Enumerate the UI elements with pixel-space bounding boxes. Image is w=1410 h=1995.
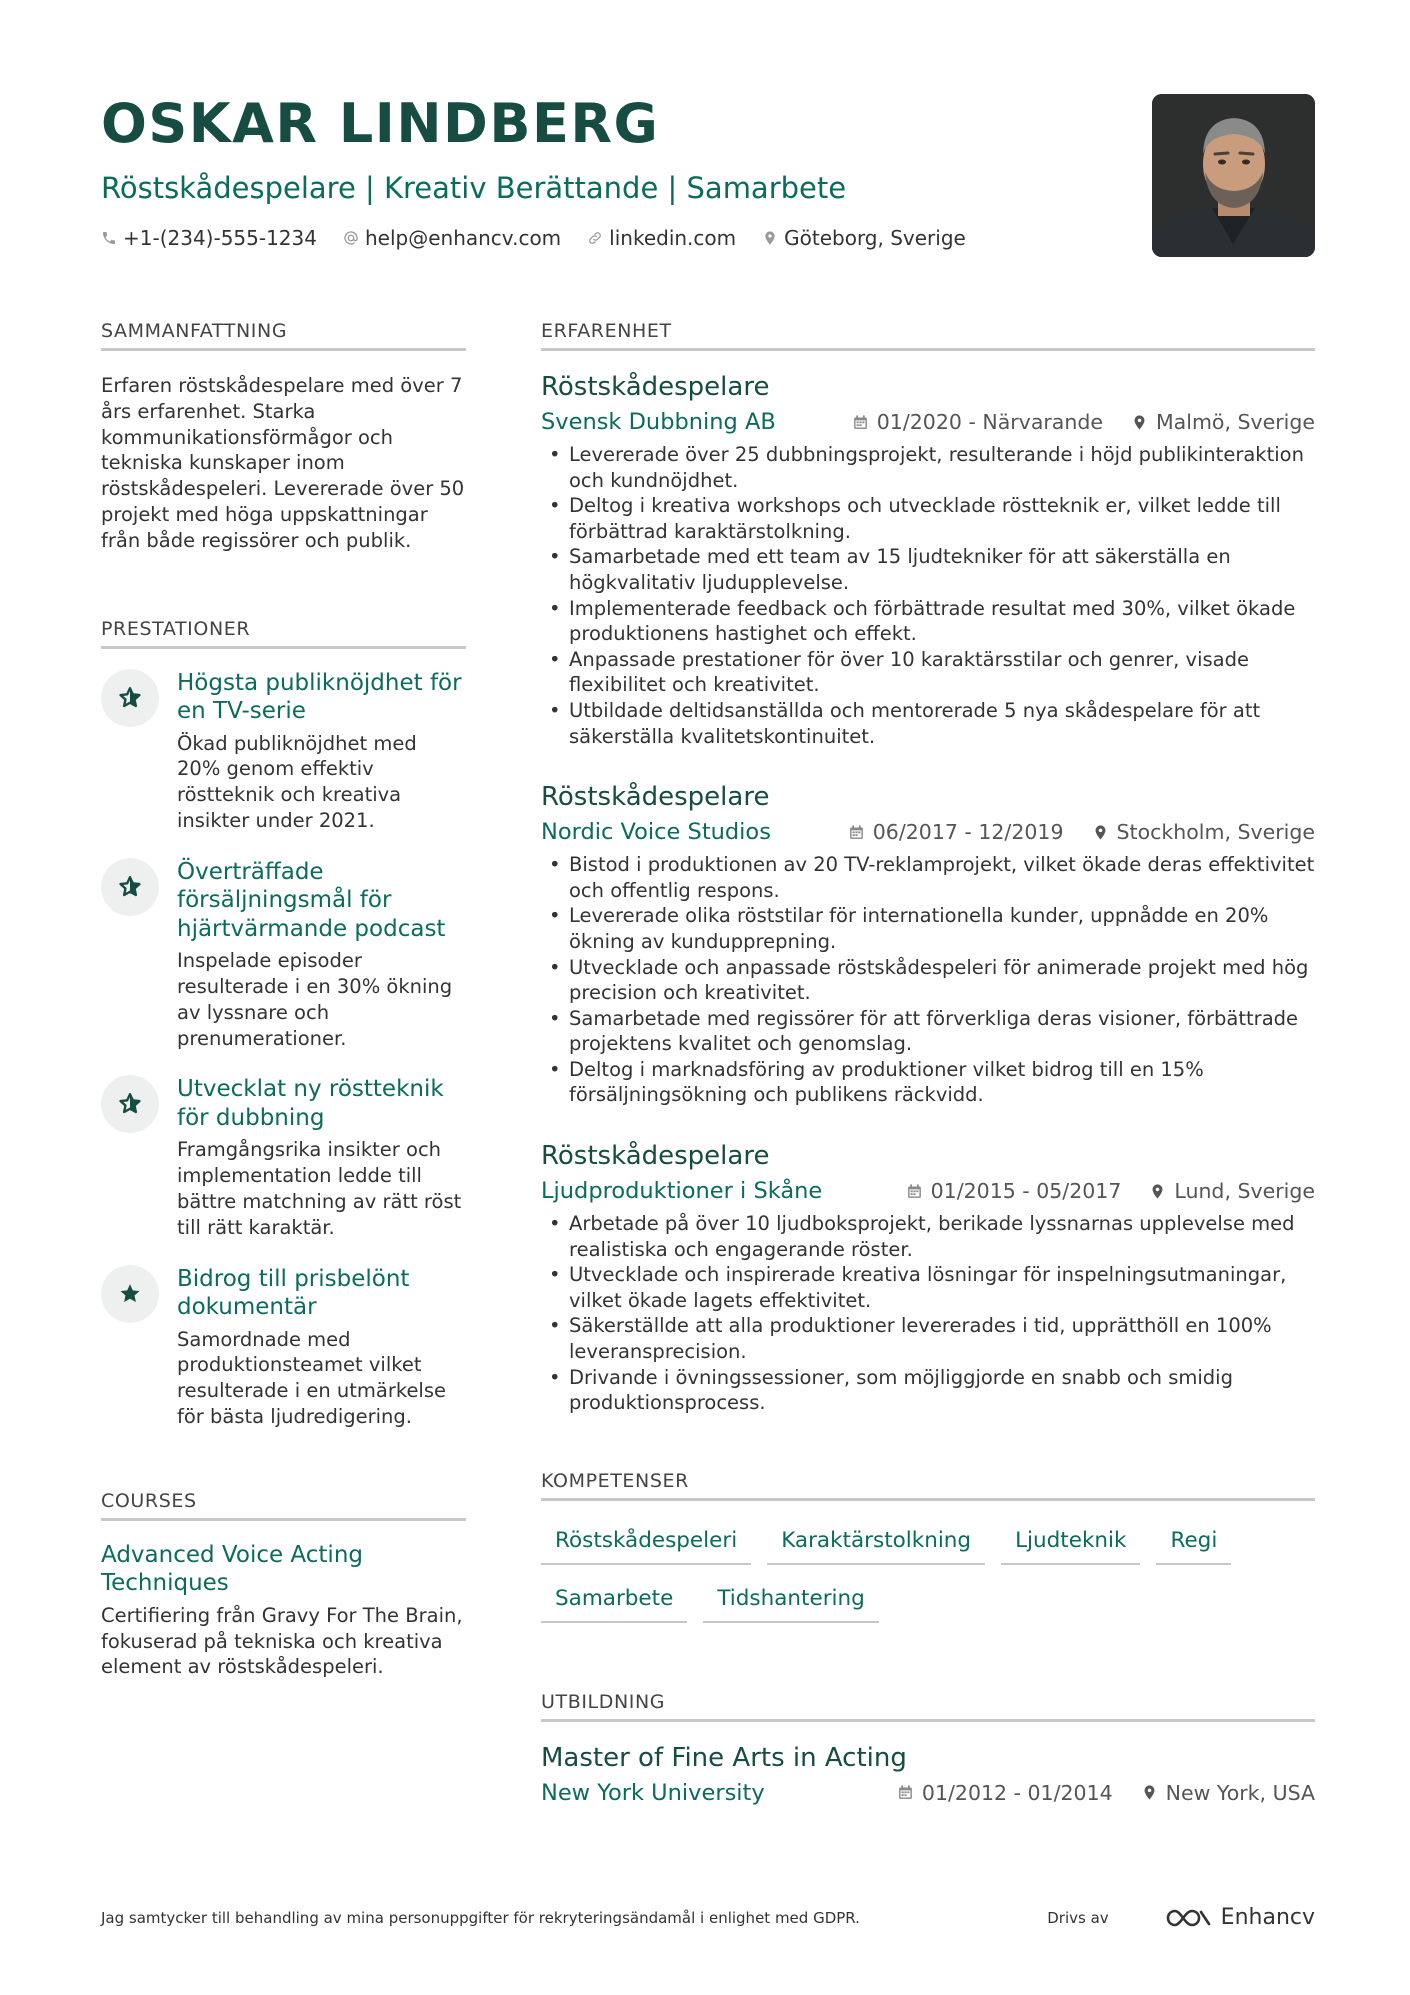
candidate-subtitle: Röstskådespelare | Kreativ Berättande | Samarbete	[101, 171, 847, 205]
star-outline-icon	[117, 874, 143, 900]
gdpr-consent-text: Jag samtycker till behandling av mina personuppgifter för rekryteringsändamål i enlighet med GDPR.	[101, 1908, 860, 1927]
star-filled-icon	[117, 1281, 143, 1307]
education-school: New York University	[541, 1779, 765, 1806]
job-location: Lund, Sverige	[1174, 1179, 1315, 1204]
location-pin-icon	[1131, 414, 1148, 431]
job-company: Svensk Dubbning AB	[541, 409, 776, 435]
job-dates: 01/2020 - Närvarande	[876, 410, 1103, 434]
achievement-desc: Samordnade med produktionsteamet vilket resulterade i en utmärkelse för bästa ljudredigering.	[177, 1327, 447, 1429]
at-icon	[343, 230, 359, 246]
job-bullet: • Utbildade deltidsanställda och mentorerade 5 nya skådespelare för att säkerställa kvalitetskontinuitet.	[541, 698, 1315, 749]
achievement-item	[101, 1075, 466, 1240]
job-bullets	[541, 442, 1315, 749]
achievement-desc: Inspelade episoder resulterade i en 30% ökning av lyssnare och prenumerationer.	[177, 949, 453, 1050]
star-outline-icon	[117, 1091, 143, 1117]
job-title: Röstskådespelare	[541, 1141, 770, 1172]
job-location: Malmö, Sverige	[1156, 410, 1315, 434]
right-column	[541, 320, 1315, 1807]
achievement-title: Högsta publiknöjdhet för en TV-serie	[177, 669, 462, 725]
enhancv-logo-icon	[1165, 1906, 1211, 1930]
contact-location	[762, 224, 966, 252]
calendar-icon	[906, 1183, 923, 1200]
job-bullet: • Bistod i produktionen av 20 TV-reklamprojekt, vilket ökade deras effektivitet och offentlig respons.	[541, 852, 1315, 903]
contact-linkedin[interactable]	[587, 224, 736, 252]
job-bullets	[541, 852, 1315, 1108]
education-section-title: UTBILDNING	[541, 1691, 1315, 1722]
education-degree: Master of Fine Arts in Acting	[541, 1742, 907, 1773]
page-footer	[101, 1905, 1315, 1930]
job-bullet: • Utvecklade och inspirerade kreativa lösningar för inspelningsutmaningar, vilket ökade lagets effektivitet.	[541, 1262, 1315, 1313]
left-column	[101, 320, 466, 1680]
location-pin-icon	[1092, 824, 1109, 841]
achievement-desc: Framgångsrika insikter och implementation ledde till bättre matchning av rätt röst till rätt karaktär.	[177, 1138, 462, 1239]
experience-section-title: ERFARENHET	[541, 320, 1315, 351]
avatar	[1152, 94, 1315, 257]
skill-tag: Regi	[1156, 1521, 1231, 1565]
achievement-item	[101, 669, 466, 834]
achievement-title: Bidrog till prisbelönt dokumentär	[177, 1265, 410, 1321]
achievement-title: Utvecklat ny röstteknik för dubbning	[177, 1076, 444, 1131]
job-bullet: • Deltog i kreativa workshops och utvecklade röstteknik er, vilket ledde till förbättrad karaktärstolkning.	[541, 493, 1315, 544]
courses-section-title: COURSES	[101, 1490, 466, 1521]
resume-header	[101, 92, 1161, 252]
calendar-icon	[897, 1784, 914, 1801]
job-company: Ljudproduktioner i Skåne	[541, 1178, 823, 1205]
job-entry	[541, 781, 1315, 1108]
job-entry	[541, 1140, 1315, 1416]
education-location: New York, USA	[1165, 1780, 1315, 1805]
brand-name: Enhancv	[1220, 1905, 1315, 1930]
candidate-name: OSKAR LINDBERG	[101, 92, 660, 155]
star-outline-icon	[117, 685, 143, 711]
job-company: Nordic Voice Studios	[541, 819, 771, 846]
job-bullet: • Arbetade på över 10 ljudboksprojekt, berikade lyssnarnas upplevelse med realistiska och engagerande röster.	[541, 1211, 1315, 1262]
job-title: Röstskådespelare	[541, 782, 770, 813]
contact-row	[101, 224, 1161, 252]
contact-location-text: Göteborg, Sverige	[784, 226, 966, 250]
contact-email-text: help@enhancv.com	[364, 226, 562, 250]
contact-linkedin-text: linkedin.com	[609, 226, 737, 250]
contact-phone[interactable]	[101, 224, 317, 252]
skills-list	[541, 1521, 1315, 1623]
summary-text: Erfaren röstskådespelare med över 7 års erfarenhet. Starka kommunikationsförmågor och tekniska kunskaper inom röstskådespeleri. Levererade över 50 projekt med höga uppskattningar från både regissörer och publik.	[101, 374, 465, 552]
phone-icon	[101, 230, 117, 246]
summary-section-title: SAMMANFATTNING	[101, 320, 466, 351]
job-bullet: • Utvecklade och anpassade röstskådespeleri för animerade projekt med hög precision och kreativitet.	[541, 955, 1315, 1006]
calendar-icon	[852, 414, 869, 431]
skill-tag: Tidshantering	[703, 1579, 878, 1623]
link-icon	[587, 230, 603, 246]
contact-email[interactable]	[343, 224, 561, 252]
job-location: Stockholm, Sverige	[1116, 820, 1315, 845]
job-bullets	[541, 1211, 1315, 1416]
job-bullet: • Deltog i marknadsföring av produktioner vilket bidrog till en 15% försäljningsökning och publikens räckvidd.	[541, 1057, 1315, 1108]
skill-tag: Röstskådespeleri	[541, 1521, 751, 1565]
achievement-desc: Ökad publiknöjdhet med 20% genom effektiv röstteknik och kreativa insikter under 2021.	[177, 731, 417, 832]
job-bullet: • Samarbetade med ett team av 15 ljudtekniker för att säkerställa en högkvalitativ ljudupplevelse.	[541, 544, 1315, 595]
skill-tag: Samarbete	[541, 1579, 687, 1623]
course-desc: Certifiering från Gravy For The Brain, fokuserad på tekniska och kreativa element av röstskådespeleri.	[101, 1603, 463, 1679]
achievements-list	[101, 669, 466, 1430]
brand-logo[interactable]	[1165, 1905, 1315, 1930]
job-title: Röstskådespelare	[541, 372, 770, 402]
job-bullet: • Implementerade feedback och förbättrade resultat med 30%, vilket ökade produktionens hastighet och effekt.	[541, 596, 1315, 647]
location-pin-icon	[1149, 1183, 1166, 1200]
course-title: Advanced Voice Acting Techniques	[101, 1541, 363, 1597]
skill-tag: Karaktärstolkning	[767, 1521, 985, 1565]
job-bullet: • Anpassade prestationer för över 10 karaktärsstilar och genrer, visade flexibilitet och kreativitet.	[541, 647, 1315, 698]
skills-section-title: KOMPETENSER	[541, 1470, 1315, 1501]
powered-by-label: Drivs av	[1047, 1908, 1109, 1927]
achievement-title: Överträffade försäljningsmål för hjärtvärmande podcast	[177, 858, 446, 942]
job-entry	[541, 371, 1315, 749]
profile-photo	[1152, 94, 1315, 257]
location-pin-icon	[762, 230, 778, 246]
job-dates: 01/2015 - 05/2017	[930, 1179, 1122, 1204]
achievement-item	[101, 858, 466, 1052]
job-bullet: • Samarbetade med regissörer för att förverkliga deras visioner, förbättrade projektens kvalitet och genomslag.	[541, 1006, 1315, 1057]
skill-tag: Ljudteknik	[1001, 1521, 1140, 1565]
achievement-item	[101, 1265, 466, 1430]
job-bullet: • Drivande i övningssessioner, som möjliggjorde en snabb och smidig produktionsprocess.	[541, 1365, 1315, 1416]
job-bullet: • Säkerställde att alla produktioner levererades i tid, upprätthöll en 100% leveransprecision.	[541, 1313, 1315, 1364]
achievements-section-title: PRESTATIONER	[101, 618, 466, 649]
job-bullet: • Levererade över 25 dubbningsprojekt, resulterande i höjd publikinteraktion och kundnöjdhet.	[541, 442, 1315, 493]
contact-phone-text: +1-(234)-555-1234	[123, 226, 317, 250]
calendar-icon	[848, 824, 865, 841]
education-dates: 01/2012 - 01/2014	[921, 1780, 1113, 1805]
location-pin-icon	[1141, 1784, 1158, 1801]
job-dates: 06/2017 - 12/2019	[872, 820, 1064, 845]
job-bullet: • Levererade olika röststilar för internationella kunder, uppnådde en 20% ökning av kundupprepning.	[541, 903, 1315, 954]
